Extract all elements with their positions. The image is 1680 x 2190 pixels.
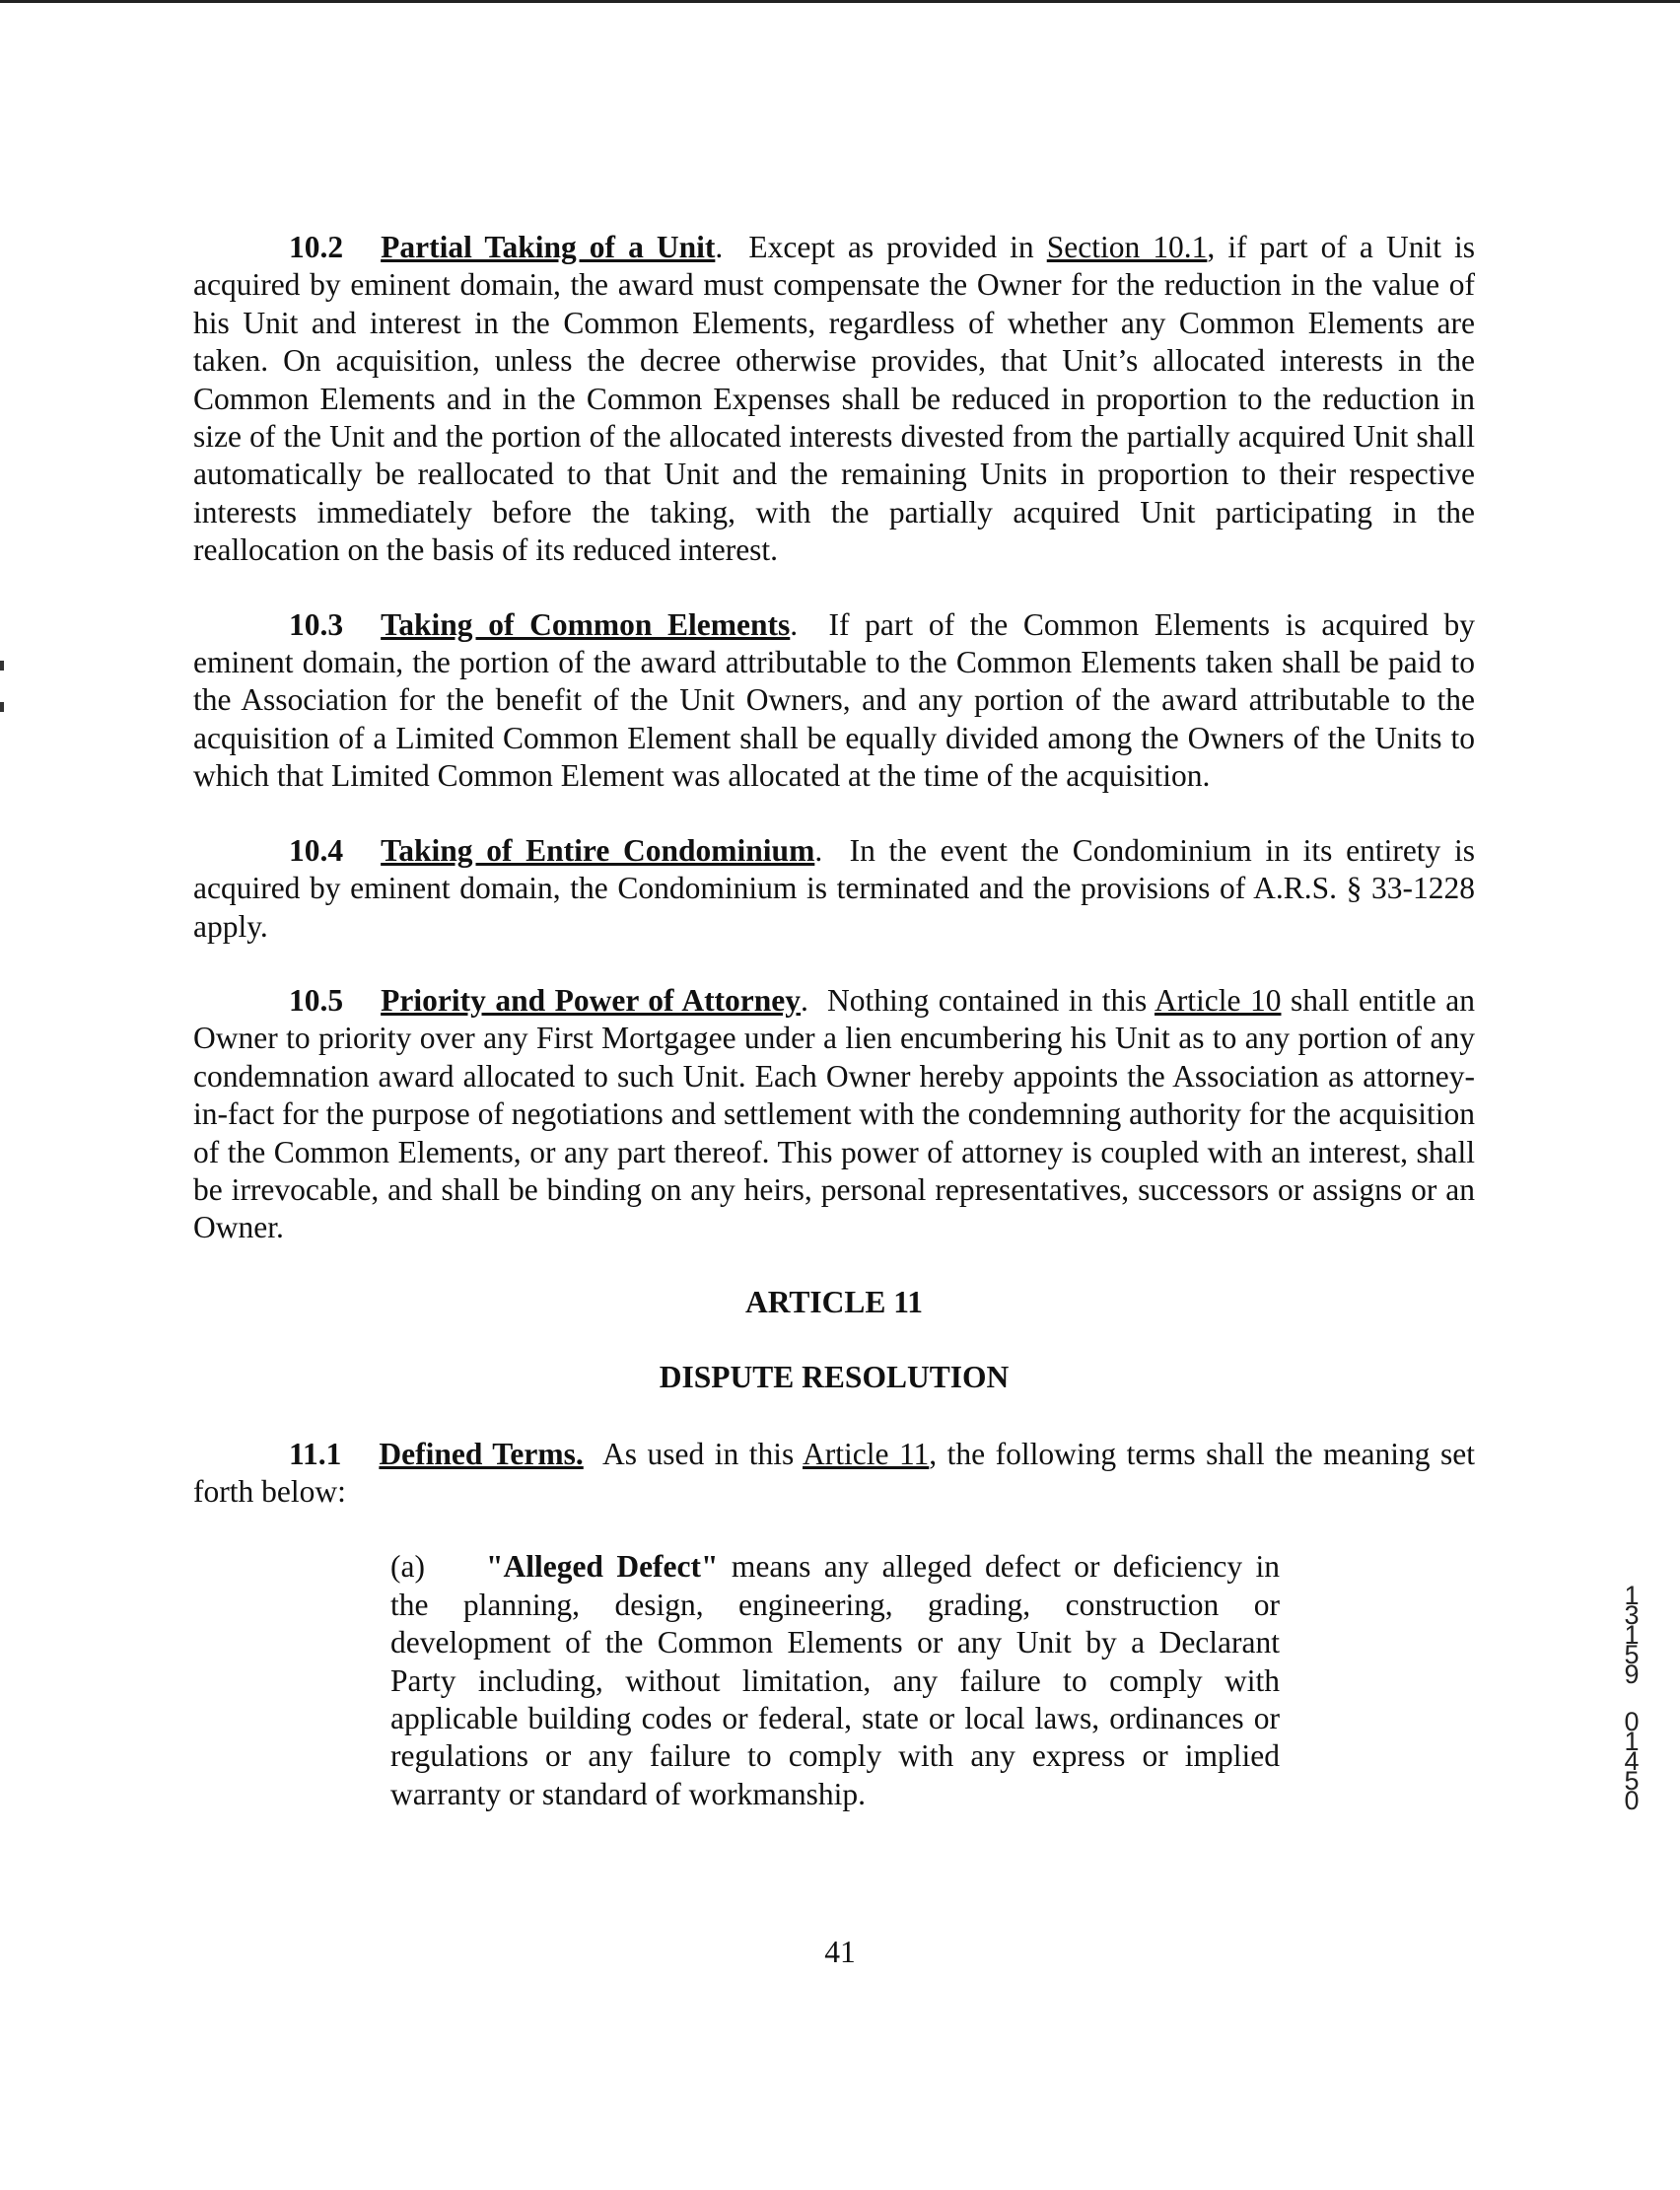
recording-number: 01450: [1624, 1707, 1640, 1815]
subsection-text: means any alleged defect or deficiency in the planning, design, engineering, grading, construction or development of the Common Elements or any Unit by a Declarant Party including, without limitation, any failure to comply with applicable building codes or federal, state or local laws, ordinances or regulations or any failure to comply with any express or implied warranty or standard of workmanship.: [390, 1549, 1280, 1811]
section-10-2: 10.2 Partial Taking of a Unit. Except as provided in Section 10.1, if part of a Unit is acquired by eminent domain, the award must compensate the Owner for the reduction in the value of his Unit and interest in the Common Elements, regardless of whether any Common Elements are taken. On acquisition, unless the decree otherwise provides, that Unit’s allocated interests in the Common Elements and in the Common Expenses shall be reduced in proportion to the reduction in size of the Unit and the portion of the allocated interests divested from the partially acquired Unit shall automatically be reallocated to that Unit and the remaining Units in proportion to their respective interests immediately before the taking, with the partially acquired Unit participating in the reallocation on the basis of its reduced interest.: [193, 230, 1476, 568]
page-number: 41: [824, 1935, 856, 1969]
section-number: 10.3: [289, 606, 344, 642]
document-body: [193, 229, 1475, 1845]
recording-number: 13159: [1624, 1581, 1640, 1689]
scan-top-edge: [0, 0, 1680, 3]
section-text: shall entitle an Owner to priority over any First Mortgagee under a lien encumbering his Unit as to any portion of any condemnation award allocated to such Unit. Each Owner hereby appoints the Association as attorney-in-fact for the purpose of negotiations and settlement with the condemning authority for the acquisition of the Common Elements, or any part thereof. This power of attorney is coupled with an interest, shall be irrevocable, and shall be binding on any heirs, personal representatives, successors or assigns or an Owner.: [193, 982, 1475, 1245]
section-title: Partial Taking of a Unit: [381, 230, 716, 264]
section-number: 10.4: [289, 832, 344, 868]
section-10-3: 10.3 Taking of Common Elements. If part of the Common Elements is acquired by eminent domain, the portion of the award attributable to the Common Elements taken shall be paid to the Association for the benefit of the Unit Owners, and any portion of the award attributable to the acquisition of a Limited Common Element shall be equally divided among the Owners of the Units to which that Limited Common Element was allocated at the time of the acquisition.: [193, 606, 1476, 794]
section-text: , the following terms shall the meaning set forth below:: [193, 1436, 1475, 1509]
cross-reference: Article 10: [1155, 982, 1282, 1018]
scan-margin-mark: [0, 702, 4, 712]
section-10-4: 10.4 Taking of Entire Condominium. In the event the Condominium in its entirety is acquired by eminent domain, the Condominium is terminated and the provisions of A.R.S. § 33-1228 apply.: [193, 832, 1476, 944]
article-subheading: DISPUTE RESOLUTION: [659, 1360, 1010, 1395]
section-title: Priority and Power of Attorney: [381, 982, 802, 1018]
section-10-5: 10.5 Priority and Power of Attorney. Nothing contained in this Article 10 shall entitle an Owner to priority over any First Mortgagee under a lien encumbering his Unit as to any portion of any condemnation award allocated to such Unit. Each Owner hereby appoints the Association as attorney-in-fact for the purpose of negotiations and settlement with the condemning authority for the acquisition of the Common Elements, or any part thereof. This power of attorney is coupled with an interest, shall be irrevocable, and shall be binding on any heirs, personal representatives, successors or assigns or an Owner.: [193, 982, 1475, 1245]
article-heading: ARTICLE 11: [744, 1284, 924, 1319]
section-number: 10.5: [289, 982, 344, 1018]
section-text: As used in this: [602, 1436, 804, 1471]
section-text: Nothing contained in this: [826, 982, 1155, 1018]
section-number: 11.1: [289, 1436, 342, 1471]
subsection-label: (a): [390, 1549, 425, 1585]
subsection-a: [390, 1548, 1280, 1813]
section-text: Except as provided in: [748, 230, 1047, 264]
section-title: Defined Terms.: [379, 1436, 584, 1471]
section-11-1: [193, 1436, 1475, 1512]
recording-stamp: [1619, 1581, 1645, 1815]
scan-margin-mark: [0, 661, 4, 671]
section-text: In the event the Condominium in its entirety is acquired by eminent domain, the Condominium is terminated and the provisions of A.R.S. § 33-1228 apply.: [193, 832, 1476, 944]
cross-reference: Article 11: [803, 1436, 930, 1471]
section-title: Taking of Entire Condominium: [381, 832, 815, 868]
section-number: 10.2: [289, 230, 344, 264]
section-text: If part of the Common Elements is acquired by eminent domain, the portion of the award attributable to the Common Elements taken shall be paid to the Association for the benefit of the Unit Owners, and any portion of the award attributable to the acquisition of a Limited Common Element shall be equally divided among the Owners of the Units to which that Limited Common Element was allocated at the time of the acquisition.: [193, 606, 1476, 794]
section-title: Taking of Common Elements: [381, 606, 791, 642]
cross-reference: Section 10.1: [1046, 230, 1208, 264]
section-text: , if part of a Unit is acquired by eminent domain, the award must compensate the Owner for the reduction in the value of his Unit and interest in the Common Elements, regardless of whether any Common Elements are taken. On acquisition, unless the decree otherwise provides, that Unit’s allocated interests in the Common Elements and in the Common Expenses shall be reduced in proportion to the reduction in size of the Unit and the portion of the allocated interests divested from the partially acquired Unit shall automatically be reallocated to that Unit and the remaining Units in proportion to their respective interests immediately before the taking, with the partially acquired Unit participating in the reallocation on the basis of its reduced interest.: [193, 230, 1476, 568]
defined-term: "Alleged Defect": [485, 1549, 719, 1585]
